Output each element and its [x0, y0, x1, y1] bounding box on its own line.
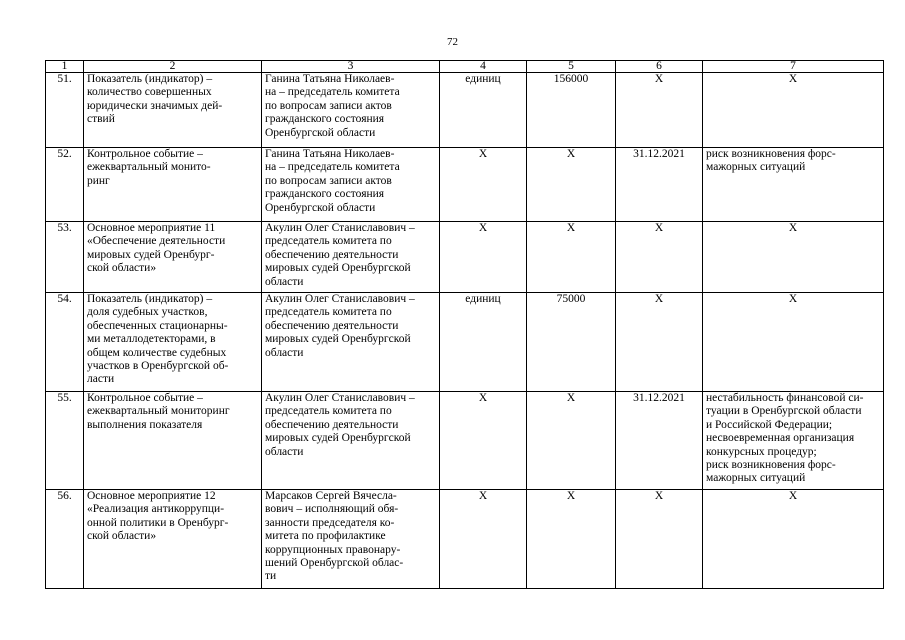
date-cell: 31.12.2021	[616, 392, 703, 490]
row-number: 56.	[46, 490, 84, 589]
table-row	[46, 148, 884, 222]
column-header: 2	[84, 61, 262, 73]
table-row	[46, 293, 884, 392]
unit-cell: Х	[440, 222, 527, 293]
date-cell: Х	[616, 73, 703, 148]
plan-table	[45, 60, 884, 589]
event-name: Показатель (индикатор) – количество совершенных юридически значимых дей- ствий	[84, 73, 262, 148]
risk-cell: Х	[703, 73, 884, 148]
event-name: Показатель (индикатор) – доля судебных участков, обеспеченных стационарны- ми металлодетекторами, в общем количестве судебных участков в Оренбургской об- ласти	[84, 293, 262, 392]
date-cell: 31.12.2021	[616, 148, 703, 222]
risk-cell: нестабильность финансовой си- туации в Оренбургской области и Российской Федерации; несвоевременная организация конкурсных процедур; риск возникновения форс- мажорных ситуаций	[703, 392, 884, 490]
event-name: Контрольное событие – ежеквартальный мониторинг выполнения показателя	[84, 392, 262, 490]
value-cell: Х	[527, 490, 616, 589]
responsible-person: Ганина Татьяна Николаев- на – председатель комитета по вопросам записи актов гражданского состояния Оренбургской области	[262, 148, 440, 222]
value-cell: 75000	[527, 293, 616, 392]
column-header: 6	[616, 61, 703, 73]
column-header: 1	[46, 61, 84, 73]
table-row	[46, 222, 884, 293]
column-header: 3	[262, 61, 440, 73]
column-header: 7	[703, 61, 884, 73]
table-row	[46, 392, 884, 490]
date-cell: Х	[616, 293, 703, 392]
risk-cell: Х	[703, 490, 884, 589]
event-name: Основное мероприятие 11 «Обеспечение деятельности мировых судей Оренбург- ской области»	[84, 222, 262, 293]
responsible-person: Ганина Татьяна Николаев- на – председатель комитета по вопросам записи актов гражданского состояния Оренбургской области	[262, 73, 440, 148]
unit-cell: единиц	[440, 293, 527, 392]
row-number: 55.	[46, 392, 84, 490]
page-number: 72	[447, 36, 458, 48]
risk-cell: риск возникновения форс- мажорных ситуаций	[703, 148, 884, 222]
header-row	[46, 61, 884, 73]
value-cell: Х	[527, 148, 616, 222]
value-cell: 156000	[527, 73, 616, 148]
column-header: 4	[440, 61, 527, 73]
column-header: 5	[527, 61, 616, 73]
unit-cell: единиц	[440, 73, 527, 148]
row-number: 52.	[46, 148, 84, 222]
value-cell: Х	[527, 392, 616, 490]
value-cell: Х	[527, 222, 616, 293]
risk-cell: Х	[703, 293, 884, 392]
date-cell: Х	[616, 222, 703, 293]
event-name: Контрольное событие – ежеквартальный монито- ринг	[84, 148, 262, 222]
row-number: 54.	[46, 293, 84, 392]
unit-cell: Х	[440, 490, 527, 589]
table-row	[46, 73, 884, 148]
table-row	[46, 490, 884, 589]
responsible-person: Акулин Олег Станиславович – председатель комитета по обеспечению деятельности мировых судей Оренбургской области	[262, 392, 440, 490]
responsible-person: Марсаков Сергей Вячесла- вович – исполняющий обя- занности председателя ко- митета по профилактике коррупционных правонару- шений Оренбургской облас- ти	[262, 490, 440, 589]
responsible-person: Акулин Олег Станиславович – председатель комитета по обеспечению деятельности мировых судей Оренбургской области	[262, 293, 440, 392]
row-number: 53.	[46, 222, 84, 293]
responsible-person: Акулин Олег Станиславович – председатель комитета по обеспечению деятельности мировых судей Оренбургской области	[262, 222, 440, 293]
unit-cell: Х	[440, 392, 527, 490]
row-number: 51.	[46, 73, 84, 148]
date-cell: Х	[616, 490, 703, 589]
event-name: Основное мероприятие 12 «Реализация антикоррупци- онной политики в Оренбург- ской области»	[84, 490, 262, 589]
unit-cell: Х	[440, 148, 527, 222]
risk-cell: Х	[703, 222, 884, 293]
